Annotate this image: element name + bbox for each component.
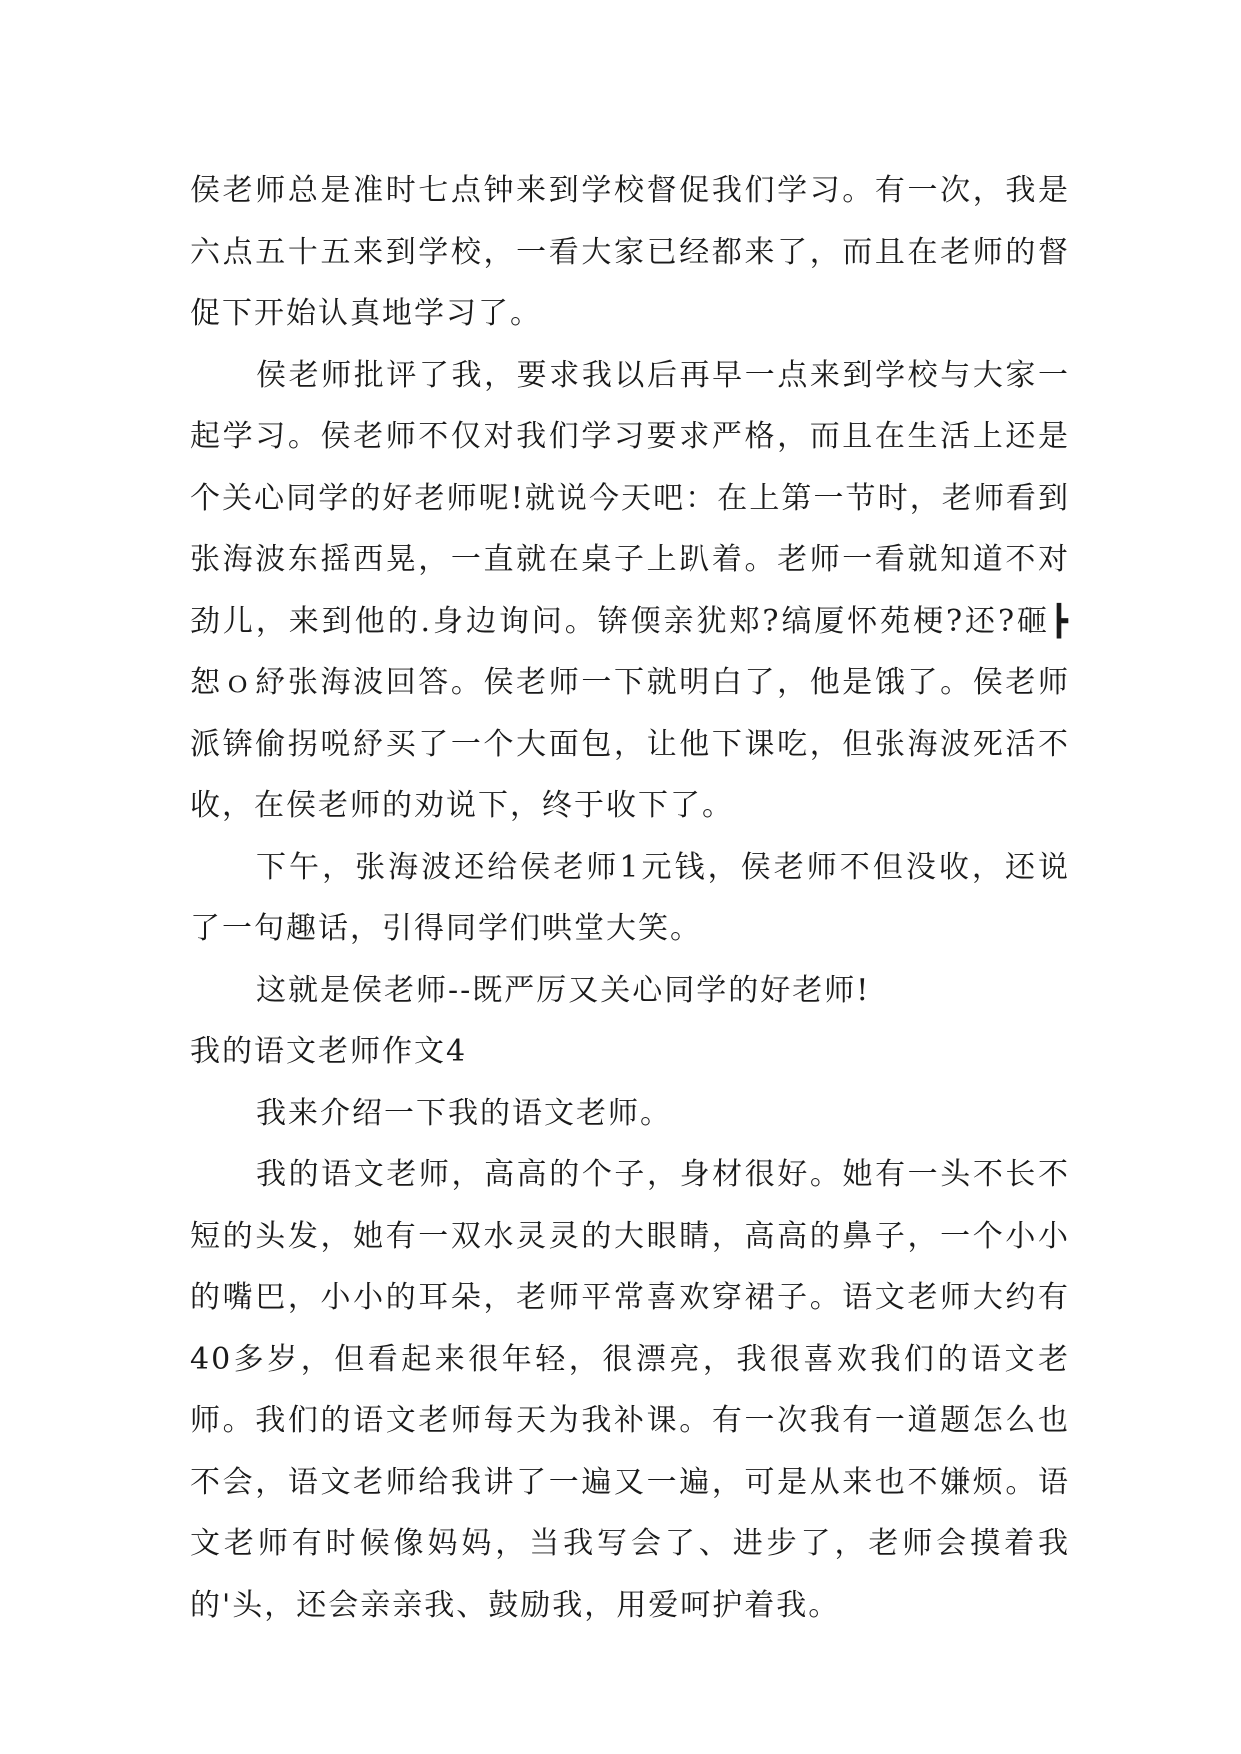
paragraph: 侯老师批评了我，要求我以后再早一点来到学校与大家一起学习。侯老师不仅对我们学习要求严格，而且在生活上还是个关心同学的好老师呢!就说今天吧：在上第一节时，老师看到张海波东摇西晃，一直就在桌子上趴着。老师一看就知道不对劲儿，来到他的.身边询问。锛偄亲犹郏?缟厦怀苑梗?还?砸┣恕ｏ紓张海波回答。侯老师一下就明白了，他是饿了。侯老师派锛偷拐哾紓买了一个大面包，让他下课吃，但张海波死活不收，在侯老师的劝说下，终于收下了。	[190, 357, 1070, 823]
section-heading: 我的语文老师作文4	[190, 1034, 468, 1069]
paragraph: 我的语文老师，高高的个子，身材很好。她有一头不长不短的头发，她有一双水灵灵的大眼睛，高高的鼻子，一个小小的嘴巴，小小的耳朵，老师平常喜欢穿裙子。语文老师大约有40多岁，但看起来很年轻，很漂亮，我很喜欢我们的语文老师。我们的语文老师每天为我补课。有一次我有一道题怎么也不会，语文老师给我讲了一遍又一遍，可是从来也不嫌烦。语文老师有时候像妈妈，当我写会了、进步了，老师会摸着我的'头，还会亲亲我、鼓励我，用爱呵护着我。	[190, 1157, 1070, 1623]
paragraph: 这就是侯老师--既严厉又关心同学的好老师!	[256, 972, 871, 1008]
document-body	[190, 160, 1070, 1636]
paragraph: 下午，张海波还给侯老师1元钱，侯老师不但没收，还说了一句趣话，引得同学们哄堂大笑。	[190, 849, 1070, 946]
paragraph: 我来介绍一下我的语文老师。	[256, 1095, 672, 1131]
paragraph-continuation: 侯老师总是准时七点钟来到学校督促我们学习。有一次，我是六点五十五来到学校，一看大家已经都来了，而且在老师的督促下开始认真地学习了。	[190, 173, 1070, 331]
